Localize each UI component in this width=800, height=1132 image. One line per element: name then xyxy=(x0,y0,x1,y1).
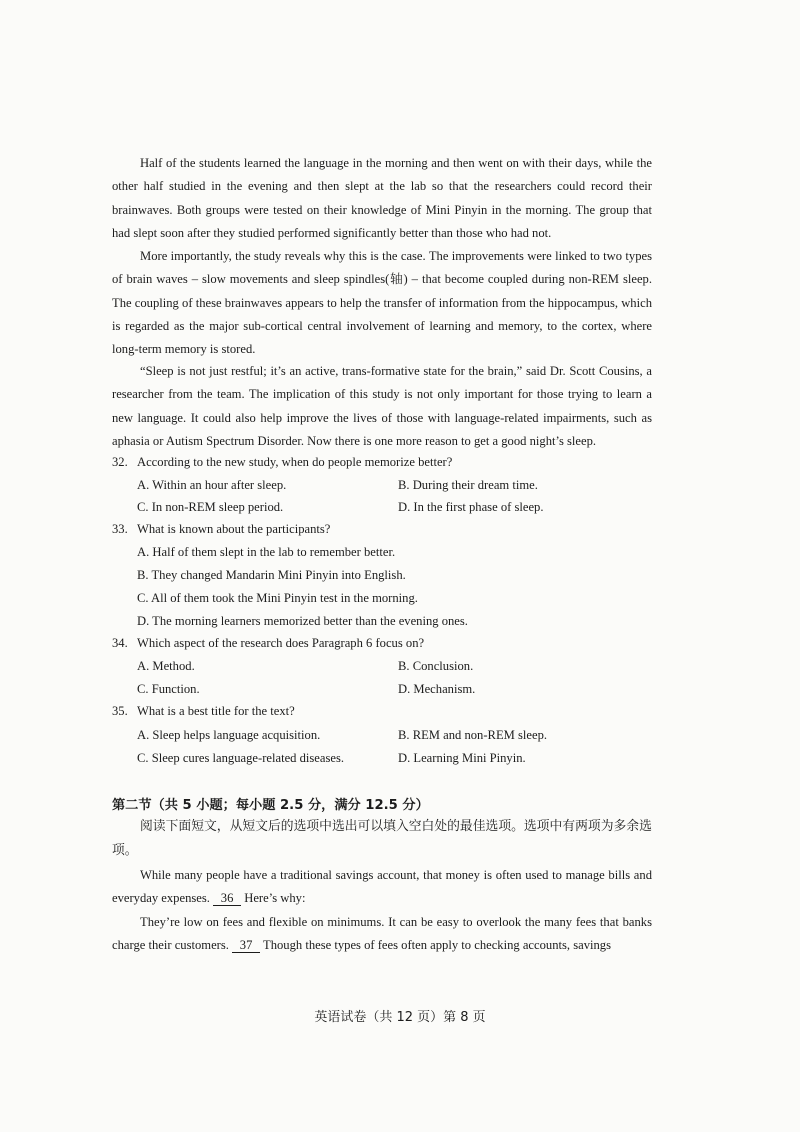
question-33 xyxy=(112,519,330,539)
q32-option-c[interactable]: C. In non-REM sleep period. xyxy=(137,500,284,514)
section-heading: 第二节（共 5 小题；每小题 2.5 分，满分 12.5 分） xyxy=(112,798,429,813)
paragraph-text: Here’s why: xyxy=(244,891,306,905)
question-stem: What is known about the participants? xyxy=(137,522,331,536)
q33-option-c[interactable]: C. All of them took the Mini Pinyin test in the morning. xyxy=(137,591,418,605)
q34-option-b[interactable]: B. Conclusion. xyxy=(398,659,474,673)
passage-paragraph-2: More importantly, the study reveals why this is the case. The improvements were linked to two types of brain waves – slow movements and sleep spindles(轴) – that become coupled during non-REM sleep. The coupling of these brainwaves appears to help the transfer of information from the hippocampus, which is regarded as the major sub-cortical central involvement of learning and memory, to the cortex, where long-term memory is stored. xyxy=(112,249,652,357)
q35-option-a[interactable]: A. Sleep helps language acquisition. xyxy=(137,728,321,742)
q34-option-d[interactable]: D. Mechanism. xyxy=(398,682,476,696)
q34-option-c[interactable]: C. Function. xyxy=(137,682,200,696)
passage-paragraph-5 xyxy=(112,911,652,957)
q33-option-d[interactable]: D. The morning learners memorized better than the evening ones. xyxy=(137,614,468,628)
q35-option-b[interactable]: B. REM and non-REM sleep. xyxy=(398,728,548,742)
paragraph-text: They’re low on fees and flexible on minimums. It can be easy to overlook the many fees that banks charge their customers. xyxy=(112,915,652,952)
question-35 xyxy=(112,701,295,721)
question-stem: Which aspect of the research does Paragraph 6 focus on? xyxy=(137,636,425,650)
q32-option-b[interactable]: B. During their dream time. xyxy=(398,478,538,492)
blank-37[interactable]: 37 xyxy=(232,938,260,953)
q35-option-d[interactable]: D. Learning Mini Pinyin. xyxy=(398,751,526,765)
question-34 xyxy=(112,633,424,653)
passage-paragraph-1: Half of the students learned the language in the morning and then went on with their days, while the other half studied in the evening and then slept at the lab so that the researchers could record their brainwaves. Both groups were tested on their knowledge of Mini Pinyin in the morning. The group that had slept soon after they studied performed significantly better than those who had not. xyxy=(112,156,652,240)
q32-option-a[interactable]: A. Within an hour after sleep. xyxy=(137,478,287,492)
q33-option-b[interactable]: B. They changed Mandarin Mini Pinyin into English. xyxy=(137,568,406,582)
q35-option-c[interactable]: C. Sleep cures language-related diseases. xyxy=(137,751,345,765)
question-number: 34. xyxy=(112,636,128,650)
question-number: 33. xyxy=(112,522,128,536)
question-32 xyxy=(112,452,452,472)
question-number: 35. xyxy=(112,704,128,718)
page-footer: 英语试卷（共 12 页）第 8 页 xyxy=(314,1010,486,1025)
question-stem: According to the new study, when do people memorize better? xyxy=(137,455,453,469)
section-instruction: 阅读下面短文，从短文后的选项中选出可以填入空白处的最佳选项。选项中有两项为多余选项。 xyxy=(112,819,652,858)
blank-36[interactable]: 36 xyxy=(213,891,241,906)
question-number: 32. xyxy=(112,455,128,469)
q32-option-d[interactable]: D. In the first phase of sleep. xyxy=(398,500,544,514)
paragraph-text: Though these types of fees often apply to checking accounts, savings xyxy=(263,938,611,952)
paragraph-text: While many people have a traditional savings account, that money is often used to manage bills and everyday expenses. xyxy=(112,868,652,905)
q33-option-a[interactable]: A. Half of them slept in the lab to remember better. xyxy=(137,545,396,559)
q34-option-a[interactable]: A. Method. xyxy=(137,659,195,673)
passage-paragraph-3: “Sleep is not just restful; it’s an active, trans-formative state for the brain,” said Dr. Scott Cousins, a researcher from the team. The implication of this study is not only important for those trying to learn a new language. It could also help improve the lives of those with language-related impairments, such as aphasia or Autism Spectrum Disorder. Now there is one more reason to get a good night’s sleep. xyxy=(112,364,652,448)
passage-paragraph-4 xyxy=(112,864,652,910)
question-stem: What is a best title for the text? xyxy=(137,704,295,718)
